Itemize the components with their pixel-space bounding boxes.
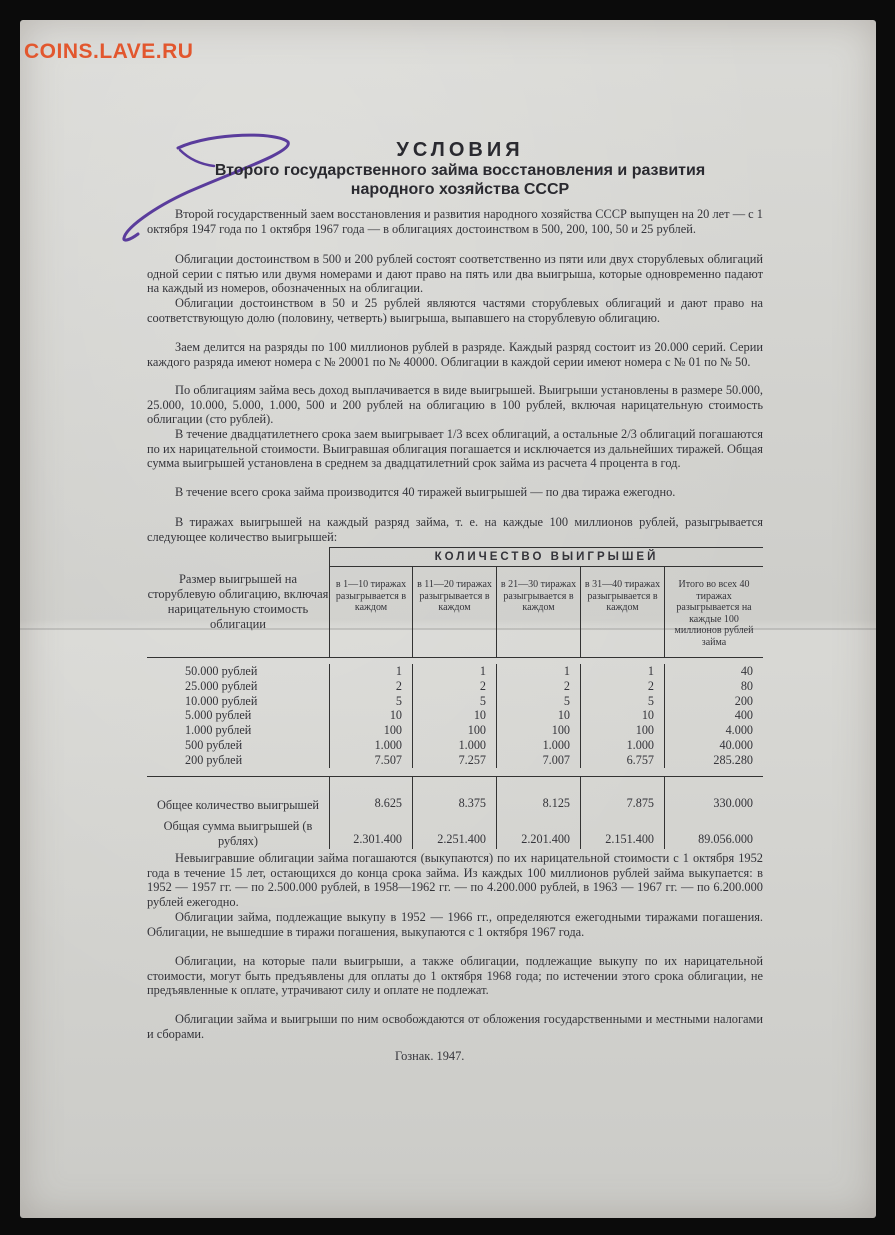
cell: 8.625 <box>330 776 413 813</box>
paragraph: По облигациям займа весь доход выплачивается в виде выигрышей. Выигрыши установлены в размере 50.000, 25.000, 10.000, 5.000, 1.000, 500 и 200 рублей на облигацию в 100 рублей, включая нарицательную стоимость облигации (сто рублей). <box>147 383 763 427</box>
cell: 1.000 <box>330 738 413 753</box>
cell: 1 <box>413 664 497 679</box>
cell: 2 <box>581 679 665 694</box>
table-row <box>147 723 763 738</box>
cell: 4.000 <box>665 723 764 738</box>
cell: 7.875 <box>581 776 665 813</box>
paragraph: Облигации достоинством в 50 и 25 рублей являются частями сторублевых облигаций и дают право на соответствующую долю (половину, четверть) выигрыша, выпавшего на сторублевую облигацию. <box>147 296 763 325</box>
cell: 8.125 <box>497 776 581 813</box>
paragraph: Второй государственный заем восстановления и развития народного хозяйства СССР выпущен на 20 лет — с 1 октября 1947 года по 1 октября 1967 года — в облигациях достоинством в 500, 200, 100, 50 и 25 рублей. <box>147 207 763 236</box>
paragraph: Облигации, на которые пали выигрыши, а также облигации, подлежащие выкупу по их нарицательной стоимости, могут быть предъявлены для оплаты до 1 октября 1968 года; по истечении этого срока облигации, не предъявленные к оплате, утрачивают силу и оплате не подлежат. <box>147 954 763 998</box>
cell: 5 <box>497 694 581 709</box>
row-label: 5.000 рублей <box>185 708 252 723</box>
row-label: 10.000 рублей <box>185 693 258 708</box>
cell: 1 <box>497 664 581 679</box>
cell: 200 <box>665 694 764 709</box>
cell: 5 <box>330 694 413 709</box>
row-label: 500 рублей <box>185 737 243 752</box>
cell: 2.301.400 <box>330 813 413 849</box>
column-header: в 21—30 тиражах разыгрывается в каждом <box>497 567 581 658</box>
cell: 330.000 <box>665 776 764 813</box>
cell: 100 <box>581 723 665 738</box>
cell: 10 <box>581 708 665 723</box>
cell: 7.007 <box>497 753 581 768</box>
paragraph: Облигации займа и выигрыши по ним освобождаются от обложения государственными и местными налогами и сборами. <box>147 1012 763 1041</box>
cell: 5 <box>413 694 497 709</box>
cell: 7.257 <box>413 753 497 768</box>
paragraph: Невыигравшие облигации займа погашаются (выкупаются) по их нарицательной стоимости с 1 октября 1952 года в течение 15 лет, остающихся до конца срока займа. Из каждых 100 миллионов рублей займа выкупается: в 1952 — 1957 гг. — по 2.500.000 рублей, в 1958—1962 гг. — по 4.200.000 рублей, в 1963 — 1967 гг. — по 6.200.000 рублей ежегодно. <box>147 851 763 909</box>
document-subtitle-line2: народного хозяйства СССР <box>350 181 570 198</box>
cell: 80 <box>665 679 764 694</box>
cell: 7.507 <box>330 753 413 768</box>
table-row <box>147 664 763 679</box>
cell: 100 <box>330 723 413 738</box>
cell: 8.375 <box>413 776 497 813</box>
table-left-header: Размер выигрышей на сторублевую облигацию, включая нарицательную стоимость облигации <box>147 548 330 658</box>
table-row <box>147 694 763 709</box>
paragraph: В течение всего срока займа производится 40 тиражей выигрышей — по два тиража ежегодно. <box>175 485 676 499</box>
cell: 89.056.000 <box>665 813 764 849</box>
total-label: Общая сумма выигрышей (в рублях) <box>163 818 313 848</box>
cell: 5 <box>581 694 665 709</box>
printer-imprint: Гознак. 1947. <box>395 1049 465 1063</box>
row-label: 25.000 рублей <box>185 678 258 693</box>
cell: 1 <box>581 664 665 679</box>
cell: 2 <box>330 679 413 694</box>
row-label: 1.000 рублей <box>185 723 252 738</box>
row-label: 50.000 рублей <box>185 664 258 678</box>
cell: 10 <box>497 708 581 723</box>
column-header: в 11—20 тиражах разыгрывается в каждом <box>413 567 497 658</box>
cell: 2 <box>497 679 581 694</box>
cell: 400 <box>665 708 764 723</box>
table-row <box>147 708 763 723</box>
cell: 1.000 <box>413 738 497 753</box>
total-label: Общее количество выигрышей <box>147 776 330 813</box>
cell: 2.201.400 <box>497 813 581 849</box>
paragraph: Заем делится на разряды по 100 миллионов рублей в разряде. Каждый разряд состоит из 20.000 серий. Серии каждого разряда имеют номера с № 20001 по № 40000. Облигации в каждой серии имеют номера с № 01 по № 50. <box>147 340 763 369</box>
column-header: в 31—40 тиражах разыгрывается в каждом <box>581 567 665 658</box>
cell: 2.251.400 <box>413 813 497 849</box>
paragraph: Облигации займа, подлежащие выкупу в 1952 — 1966 гг., определяются ежегодными тиражами погашения. Облигации, не вышедшие в тиражи погашения, выкупаются с 1 октября 1967 года. <box>147 910 763 939</box>
cell: 2.151.400 <box>581 813 665 849</box>
cell: 40 <box>665 664 764 679</box>
table-total-row <box>147 813 763 849</box>
cell: 1 <box>330 664 413 679</box>
table-row <box>147 753 763 768</box>
cell: 2 <box>413 679 497 694</box>
table-row <box>147 738 763 753</box>
table-group-header: КОЛИЧЕСТВО ВЫИГРЫШЕЙ <box>330 548 764 567</box>
cell: 40.000 <box>665 738 764 753</box>
table-total-row <box>147 776 763 813</box>
cell: 1.000 <box>497 738 581 753</box>
prize-table <box>147 547 763 849</box>
column-header: Итого во всех 40 тиражах разыгрывается на каждые 100 миллионов рублей займа <box>665 567 764 658</box>
cell: 100 <box>497 723 581 738</box>
cell: 1.000 <box>581 738 665 753</box>
paragraph: Облигации достоинством в 500 и 200 рублей состоят соответственно из пяти или двух сторублевых облигаций одной серии с пятью или двумя номерами и дают право на пять или два выигрыша, которые одновременно падают на каждый из номеров, обозначенных на облигации. <box>147 252 763 296</box>
cell: 285.280 <box>665 753 764 768</box>
cell: 10 <box>330 708 413 723</box>
paragraph: В тиражах выигрышей на каждый разряд займа, т. е. на каждые 100 миллионов рублей, разыгрывается следующее количество выигрышей: <box>147 515 763 544</box>
watermark: COINS.LAVE.RU <box>24 40 194 63</box>
document-subtitle-line1: Второго государственного займа восстановления и развития <box>214 162 706 179</box>
document-title: УСЛОВИЯ <box>396 139 524 161</box>
row-label: 200 рублей <box>185 752 243 767</box>
column-header: в 1—10 тиражах разыгрывается в каждом <box>330 567 413 658</box>
table-row <box>147 679 763 694</box>
cell: 6.757 <box>581 753 665 768</box>
cell: 100 <box>413 723 497 738</box>
cell: 10 <box>413 708 497 723</box>
paragraph: В течение двадцатилетнего срока заем выигрывает 1/3 всех облигаций, а остальные 2/3 облигаций погашаются по их нарицательной стоимости. Выигравшая облигация погашается и исключается из дальнейших тиражей. Общая сумма выигрышей установлена в среднем за двадцатилетний срок займа из расчета 4 процента в год. <box>147 427 763 471</box>
